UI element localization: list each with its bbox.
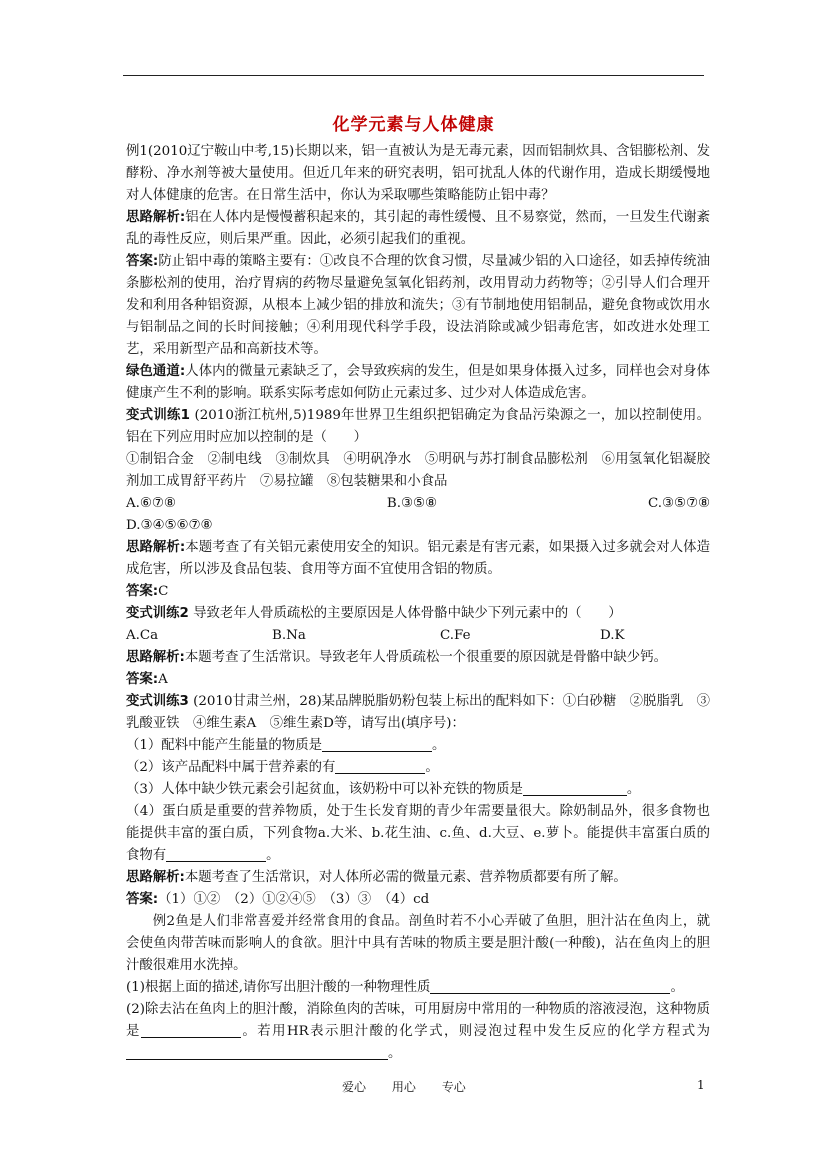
- green-channel: 绿色通道:人体内的微量元素缺乏了，会导致疾病的发生，但是如果身体摄入过多，同样也会对身体健康产生不利的影响。联系实际考虑如何防止元素过多、过少对人体造成危害。: [126, 364, 710, 401]
- green-channel-label: 绿色通道:: [126, 364, 186, 379]
- answer-blank[interactable]: [141, 1023, 241, 1038]
- training-3-q1: （1）配料中能产生能量的物质是 。: [126, 738, 446, 753]
- example-2-text: 例2鱼是人们非常喜爱并经常食用的食品。剖鱼时若不小心弄破了鱼胆，胆汁沾在鱼肉上，就会使鱼肉带苦味而影响人的食欲。胆汁中具有苦味的物质主要是胆汁酸(一种酸)，沾在鱼肉上的胆汁酸很难用水洗掉。: [126, 914, 710, 973]
- training-3-answer: 答案:（1）①② （2）①②④⑤ （3）③ （4）cd: [126, 892, 430, 907]
- training-3-q3: （3）人体中缺少铁元素会引起贫血，该奶粉中可以补充铁的物质是 。: [126, 782, 641, 797]
- answer-blank[interactable]: [126, 1045, 388, 1060]
- training-1-stem: 变式训练1 (2010浙江杭州,5)1989年世界卫生组织把铝确定为食品污染源之一，加以控制使用。铝在下列应用时应加以控制的是（ ）: [126, 408, 710, 445]
- header-rule: [123, 75, 704, 76]
- page-title: 化学元素与人体健康: [332, 115, 495, 135]
- footer-slogan: 爱心 用心 专心: [342, 1080, 466, 1094]
- training-1-options-row2: [126, 515, 710, 537]
- example-1-analysis: 思路解析:铝在人体内是慢慢蓄积起来的，其引起的毒性缓慢、且不易察觉，然而，一旦发生代谢紊乱的毒性反应，则后果严重。因此，必须引起我们的重视。: [126, 210, 710, 247]
- answer-blank[interactable]: [335, 759, 425, 774]
- training-1-label: 变式训练1: [126, 408, 190, 423]
- example-2-q2: (2)除去沾在鱼肉上的胆汁酸，消除鱼肉的苦味，可用厨房中常用的一种物质的溶液浸泡，这种物质是 。若用HR表示胆汁酸的化学式，则浸泡过程中发生反应的化学方程式为。: [126, 1002, 711, 1061]
- option-c: C.③⑤⑦⑧: [647, 496, 710, 511]
- training-1-items: ①制铝合金 ②制电线 ③制炊具 ④明矾净水 ⑤明矾与苏打制食品膨松剂 ⑥用氢氧化铝凝胶剂加工成胃舒平药片 ⑦易拉罐 ⑧包装糖果和小食品: [126, 452, 710, 489]
- option-b: B.Na: [272, 628, 306, 643]
- answer-blank[interactable]: [523, 781, 627, 796]
- answer-blank[interactable]: [430, 979, 670, 994]
- training-2-stem: 变式训练2 导致老年人骨质疏松的主要原因是人体骨骼中缺少下列元素中的（ ）: [126, 606, 622, 621]
- training-3-q2: （2）该产品配料中属于营养素的有 。: [126, 760, 439, 775]
- example-1-answer: 答案:防止铝中毒的策略主要有：①改良不合理的饮食习惯，尽量减少铝的入口途径，如丢掉传统油条膨松剂的使用，治疗胃病的药物尽量避免氢氧化铝药剂，改用胃动力药物等；②引导人们合理开发和利用各种铝资源，从根本上减少铝的排放和流失；③有节制地使用铝制品，避免食物或饮用水与铝制品之间的长时间接触；④利用现代科学手段，设法消除或减少铝毒危害，如改进水处理工艺，采用新型产品和高新技术等。: [126, 254, 711, 357]
- training-2-answer: 答案:A: [126, 672, 168, 687]
- example-1-text: 例1(2010辽宁鞍山中考,15)长期以来，铝一直被认为是无毒元素，因而铝制炊具、含铝膨松剂、发酵粉、净水剂等被大量使用。但近几年来的研究表明，铝可扰乱人体的代谢作用，造成长期缓慢地对人体健康的危害。在日常生活中，你认为采取哪些策略能防止铝中毒？: [126, 144, 710, 203]
- option-c: C.Fe: [440, 628, 471, 643]
- document-body: [126, 141, 710, 1065]
- option-a: A.⑥⑦⑧: [126, 496, 176, 511]
- training-1-analysis: 思路解析:本题考查了有关铝元素使用安全的知识。铝元素是有害元素，如果摄入过多就会对人体造成危害，所以涉及食品包装、食用等方面不宜使用含铝的物质。: [126, 540, 710, 577]
- training-2-options: [126, 625, 710, 647]
- option-b: B.③⑤⑧: [386, 496, 438, 511]
- answer-blank[interactable]: [166, 847, 266, 862]
- training-2-label: 变式训练2: [126, 606, 189, 621]
- training-3-q4: （4）蛋白质是重要的营养物质，处于生长发育期的青少年需要量很大。除奶制品外，很多食物也能提供丰富的蛋白质，下列食物a.大米、b.花生油、c.鱼、d.大豆、e.萝卜。能提供丰富蛋白质的食物有 。: [126, 804, 710, 863]
- answer-blank[interactable]: [322, 737, 432, 752]
- example-2-q1: (1)根据上面的描述,请你写出胆汁酸的一种物理性质 。: [126, 980, 684, 995]
- training-2-analysis: 思路解析:本题考查了生活常识。导致老年人骨质疏松一个很重要的原因就是骨骼中缺少钙。: [126, 650, 667, 665]
- training-1-answer: 答案:C: [126, 584, 169, 599]
- analysis-label: 思路解析:: [126, 210, 186, 225]
- option-a: A.Ca: [126, 628, 159, 643]
- training-3-label: 变式训练3: [126, 694, 189, 709]
- training-3-stem: 变式训练3 (2010甘肃兰州，28)某品牌脱脂奶粉包装上标出的配料如下：①白砂糖 ②脱脂乳 ③乳酸亚铁 ④维生素A ⑤维生素D等，请写出(填序号)：: [126, 694, 711, 731]
- page-number: 1: [697, 1078, 705, 1092]
- option-d: D.K: [600, 628, 625, 643]
- training-3-analysis: 思路解析:本题考查了生活常识，对人体所必需的微量元素、营养物质都要有所了解。: [126, 870, 627, 885]
- option-d: D.③④⑤⑥⑦⑧: [126, 518, 213, 533]
- training-1-options-row1: [126, 493, 710, 515]
- answer-label: 答案:: [126, 254, 159, 269]
